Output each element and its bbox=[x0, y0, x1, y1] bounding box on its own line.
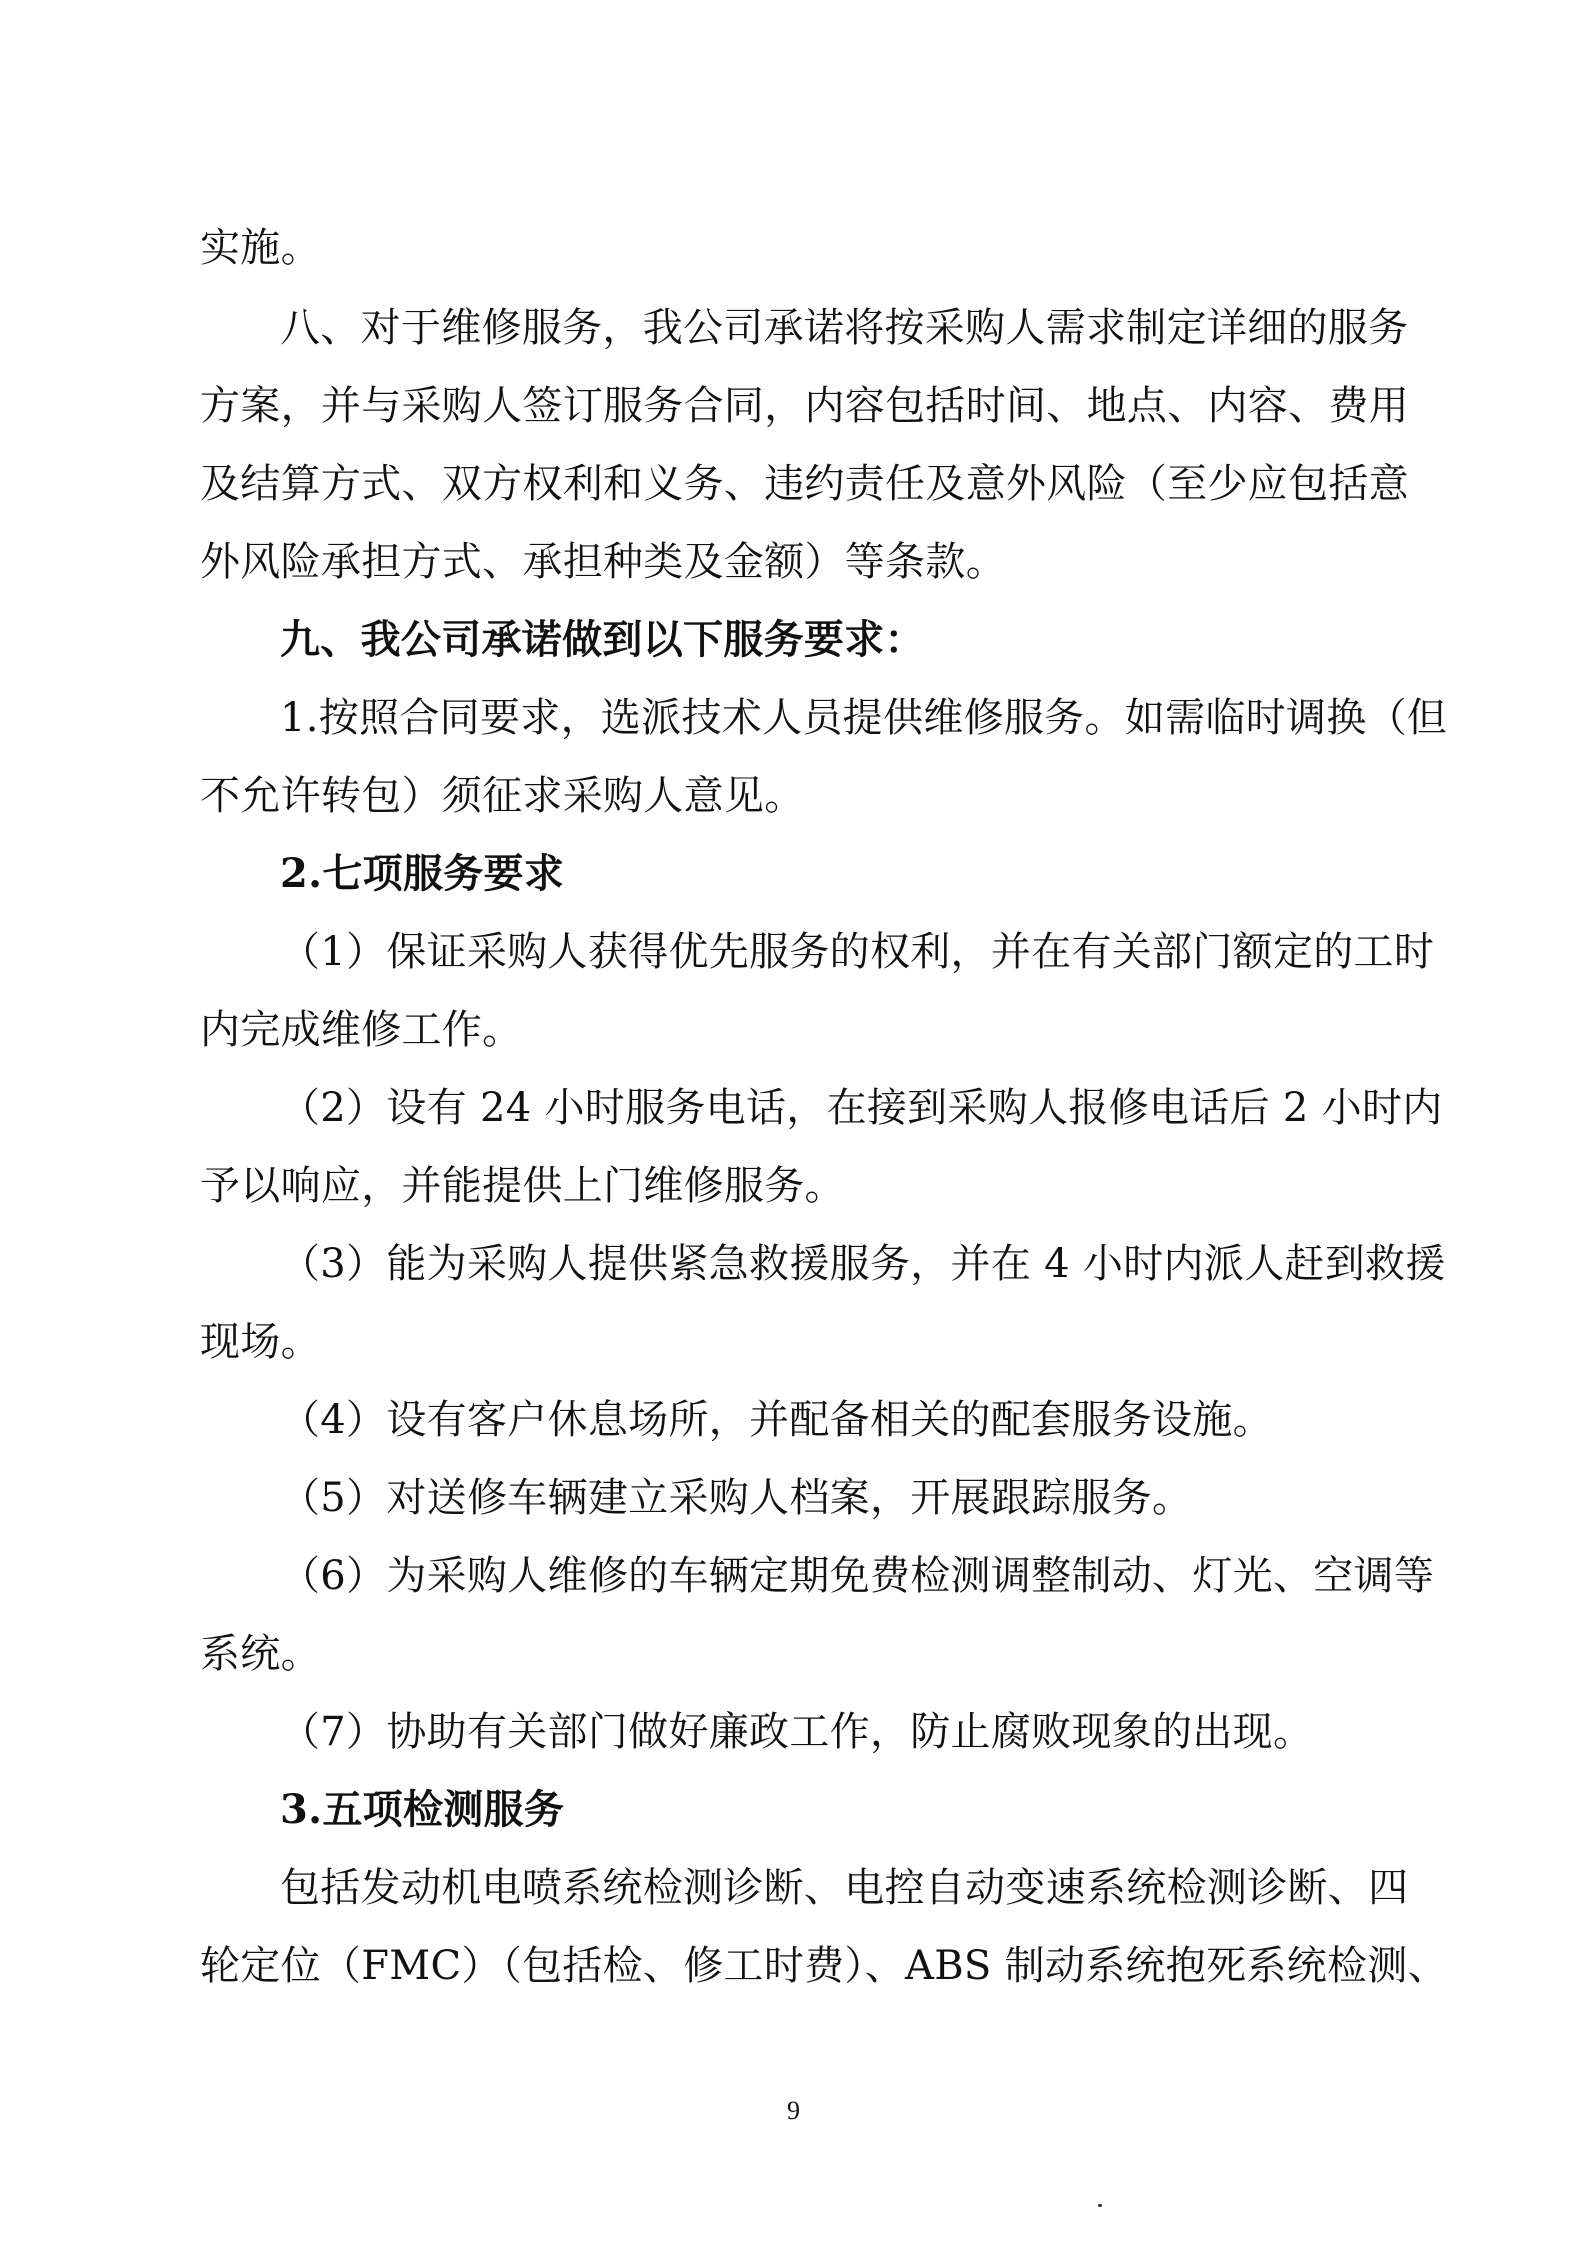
text-line: 内完成维修工作。 bbox=[200, 1007, 523, 1053]
text-line: （6）为采购人维修的车辆定期免费检测调整制动、灯光、空调等 bbox=[280, 1553, 1435, 1599]
text-line: （5）对送修车辆建立采购人档案，开展跟踪服务。 bbox=[280, 1475, 1193, 1521]
text-line: 系统。 bbox=[200, 1631, 321, 1677]
text-line: 予以响应，并能提供上门维修服务。 bbox=[200, 1163, 845, 1209]
page-number: 9 bbox=[787, 2096, 800, 2125]
text-line: 方案，并与采购人签订服务合同，内容包括时间、地点、内容、费用 bbox=[200, 383, 1409, 429]
text-line: 现场。 bbox=[200, 1319, 321, 1365]
text-line: （7）协助有关部门做好廉政工作，防止腐败现象的出现。 bbox=[280, 1709, 1314, 1755]
scan-speck bbox=[1098, 2204, 1102, 2207]
text-line: 1.按照合同要求，选派技术人员提供维修服务。如需临时调换（但 bbox=[280, 695, 1448, 741]
text-line: 包括发动机电喷系统检测诊断、电控自动变速系统检测诊断、四 bbox=[280, 1865, 1409, 1911]
text-line: 实施。 bbox=[200, 225, 321, 271]
text-line: 不允许转包）须征求采购人意见。 bbox=[200, 773, 805, 819]
text-line: （2）设有 24 小时服务电话，在接到采购人报修电话后 2 小时内 bbox=[280, 1085, 1443, 1131]
text-line: 及结算方式、双方权利和义务、违约责任及意外风险（至少应包括意 bbox=[200, 461, 1409, 507]
text-line: 八、对于维修服务，我公司承诺将按采购人需求制定详细的服务 bbox=[280, 305, 1409, 351]
section-heading: 九、我公司承诺做到以下服务要求： bbox=[280, 616, 925, 663]
text-line: （1）保证采购人获得优先服务的权利，并在有关部门额定的工时 bbox=[280, 929, 1435, 975]
text-line: 外风险承担方式、承担种类及金额）等条款。 bbox=[200, 539, 1006, 585]
text-line: （3）能为采购人提供紧急救援服务，并在 4 小时内派人赶到救援 bbox=[280, 1241, 1446, 1287]
text-line: （4）设有客户休息场所，并配备相关的配套服务设施。 bbox=[280, 1397, 1273, 1443]
subsection-heading: 3.五项检测服务 bbox=[280, 1786, 565, 1833]
text-line: 轮定位（FMC）（包括检、修工时费）、ABS 制动系统抱死系统检测、 bbox=[200, 1943, 1448, 1989]
subsection-heading: 2.七项服务要求 bbox=[280, 850, 565, 897]
